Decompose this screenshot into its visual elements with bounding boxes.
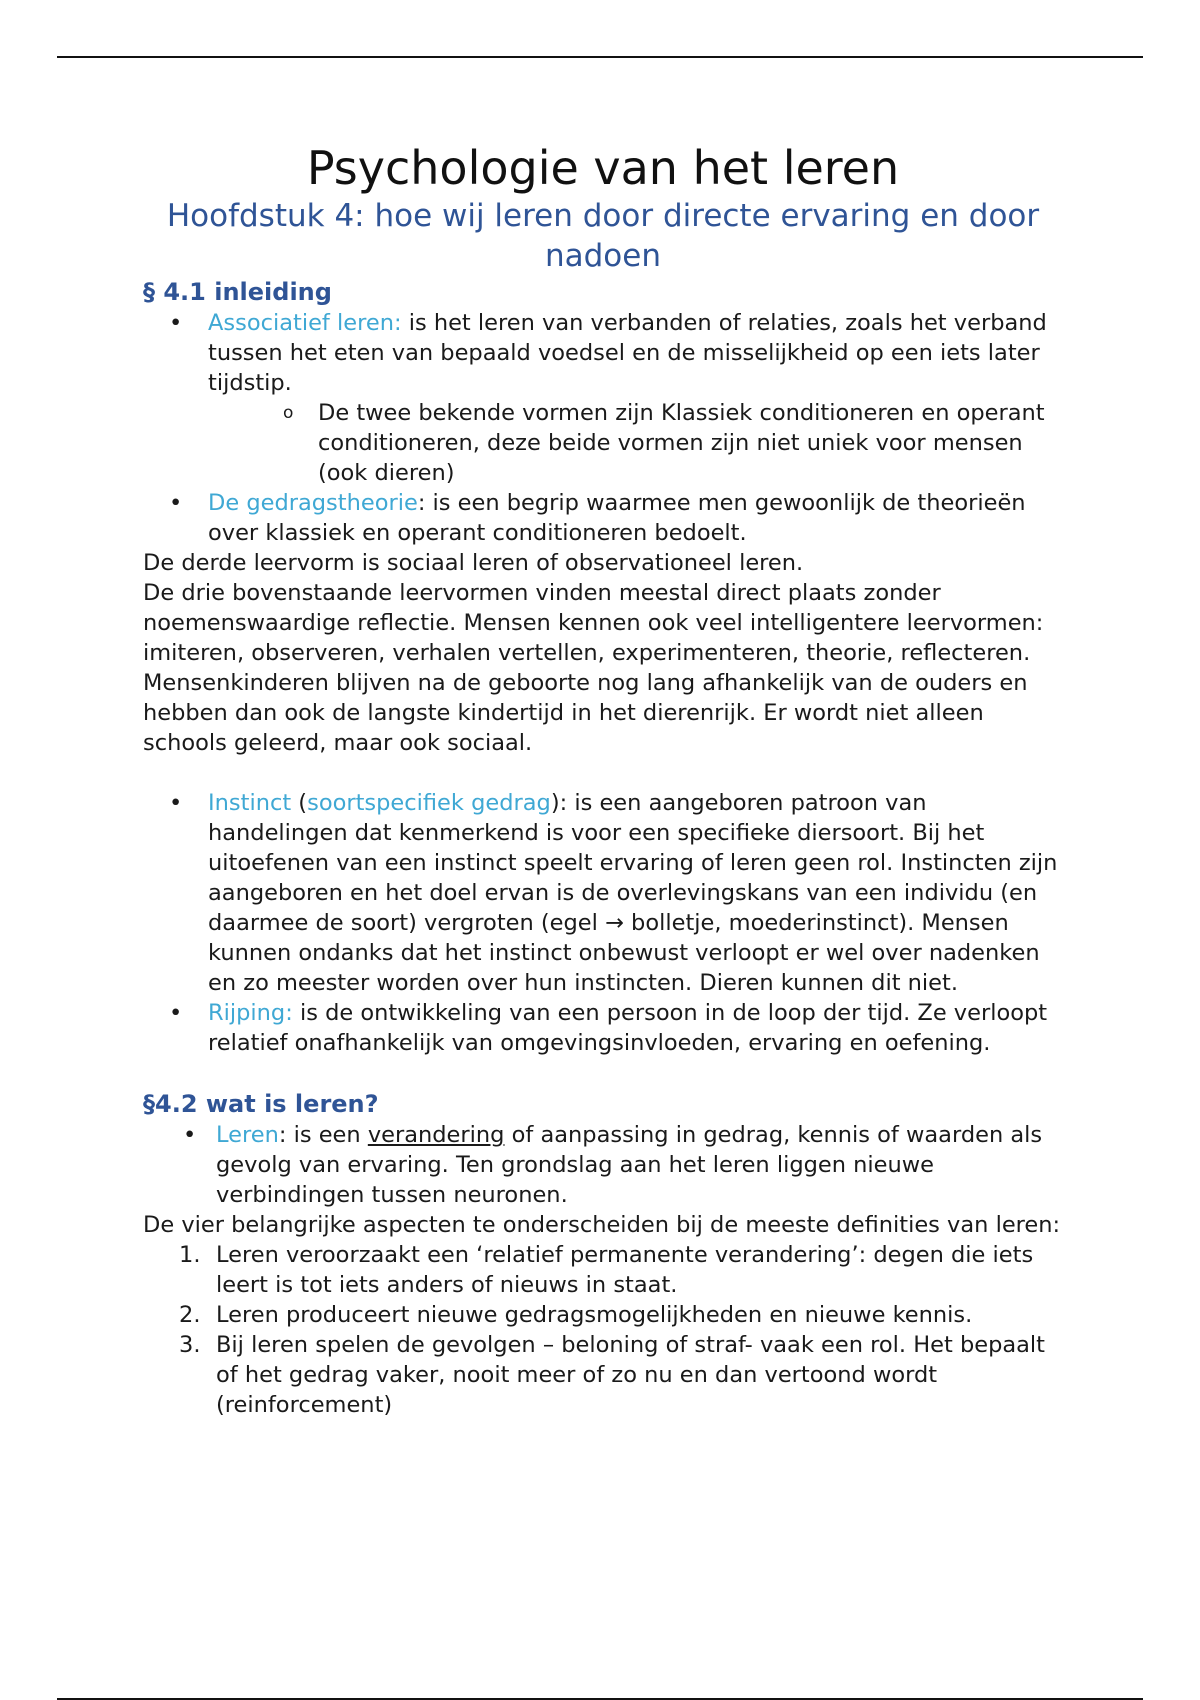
definition-text: is de ontwikkeling van een persoon in de loop der tijd. Ze verloopt relatief onafhankelijk van omgevingsinvloeden, ervaring en oefening. (208, 1000, 1048, 1056)
paragraph-vier-aspecten: De vier belangrijke aspecten te onderscheiden bij de meeste definities van leren: (143, 1212, 1061, 1238)
definition-text: : is een begrip waarmee men gewoonlijk de theorieën over klassiek en operant conditioneren bedoelt. (208, 490, 1026, 546)
document-body (143, 140, 1063, 1420)
definition-text: of aanpassing in gedrag, kennis of waarden als gevolg van ervaring. Ten grondslag aan het leren liggen nieuwe verbindingen tussen neuronen. (216, 1122, 1043, 1208)
term-soortspecifiek: soortspecifiek gedrag (307, 790, 551, 816)
page-title: Psychologie van het leren (306, 141, 900, 195)
list-item-leren (143, 1120, 1063, 1210)
aspects-numbered-list (143, 1240, 1063, 1420)
underlined-word: verandering (367, 1122, 505, 1148)
section-4-2-list (143, 1120, 1063, 1210)
item-number: 3. (179, 1332, 201, 1358)
section-heading-4-2: §4.2 wat is leren? (143, 1090, 379, 1118)
list-item-rijping (143, 998, 1063, 1058)
list-item-associatief (143, 308, 1063, 398)
paragraph-derde-leervorm: De derde leervorm is sociaal leren of observationeel leren. (143, 550, 804, 576)
spacer (143, 758, 1063, 788)
sub-item-text: De twee bekende vormen zijn Klassiek conditioneren en operant conditioneren, deze beide vormen zijn niet uniek voor mensen (ook dieren) (318, 400, 1045, 486)
term-associatief: Associatief leren: (208, 310, 402, 336)
item-number: 1. (179, 1242, 201, 1268)
list-item-instinct (143, 788, 1063, 998)
term-gedragstheorie: De gedragstheorie (208, 490, 418, 516)
spacer (143, 1058, 1063, 1088)
definition-prefix: : is een (278, 1122, 368, 1148)
section-heading-4-1: § 4.1 inleiding (143, 278, 332, 306)
section-4-1-list-b (143, 788, 1063, 1058)
top-rule (57, 56, 1143, 58)
numbered-item (143, 1330, 1063, 1420)
definition-text: is het leren van verbanden of relaties, zoals het verband tussen het eten van bepaald voedsel en de misselijkheid op een iets later tijdstip. (208, 310, 1047, 396)
paren-open: ( (291, 790, 308, 816)
list-item-gedragstheorie (143, 488, 1063, 548)
sub-item-vormen (143, 398, 1063, 488)
paragraph-mensenkinderen: Mensenkinderen blijven na de geboorte nog lang afhankelijk van de ouders en hebben dan ook de langste kindertijd in het dierenrijk. Er wordt niet alleen schools geleerd, maar ook sociaal. (143, 670, 1028, 756)
item-text: Leren produceert nieuwe gedragsmogelijkheden en nieuwe kennis. (216, 1302, 973, 1328)
item-text: Leren veroorzaakt een ‘relatief permanente verandering’: degen die iets leert is tot iets anders of nieuws in staat. (216, 1242, 1034, 1298)
item-text: Bij leren spelen de gevolgen – beloning of straf- vaak een rol. Het bepaalt of het gedrag vaker, nooit meer of zo nu en dan vertoond wordt (reinforcement) (216, 1332, 1045, 1418)
term-leren: Leren (216, 1122, 279, 1148)
term-instinct: Instinct (208, 790, 292, 816)
numbered-item (143, 1240, 1063, 1300)
section-4-1-list-a (143, 308, 1063, 548)
term-rijping: Rijping: (208, 1000, 293, 1026)
definition-text: ): is een aangeboren patroon van handelingen dat kenmerkend is voor een specifieke diersoort. Bij het uitoefenen van een instinct speelt ervaring of leren geen rol. Instincten zijn aangeboren en het doel ervan is de overlevingskans van een individu (en daarmee de soort) vergroten (egel → bolletje, moederinstinct). Mensen kunnen ondanks dat het instinct onbewust verloopt er wel over nadenken en zo meester worden over hun instincten. Dieren kunnen dit niet. (208, 790, 1058, 996)
item-number: 2. (179, 1302, 201, 1328)
numbered-item (143, 1300, 1063, 1330)
chapter-subtitle: Hoofdstuk 4: hoe wij leren door directe ervaring en door nadoen (166, 198, 1040, 274)
paragraph-drie-leervormen: De drie bovenstaande leervormen vinden meestal direct plaats zonder noemenswaardige reflectie. Mensen kennen ook veel intelligentere leervormen: imiteren, observeren, verhalen vertellen, experimenteren, theorie, reflecteren. (143, 580, 1044, 666)
